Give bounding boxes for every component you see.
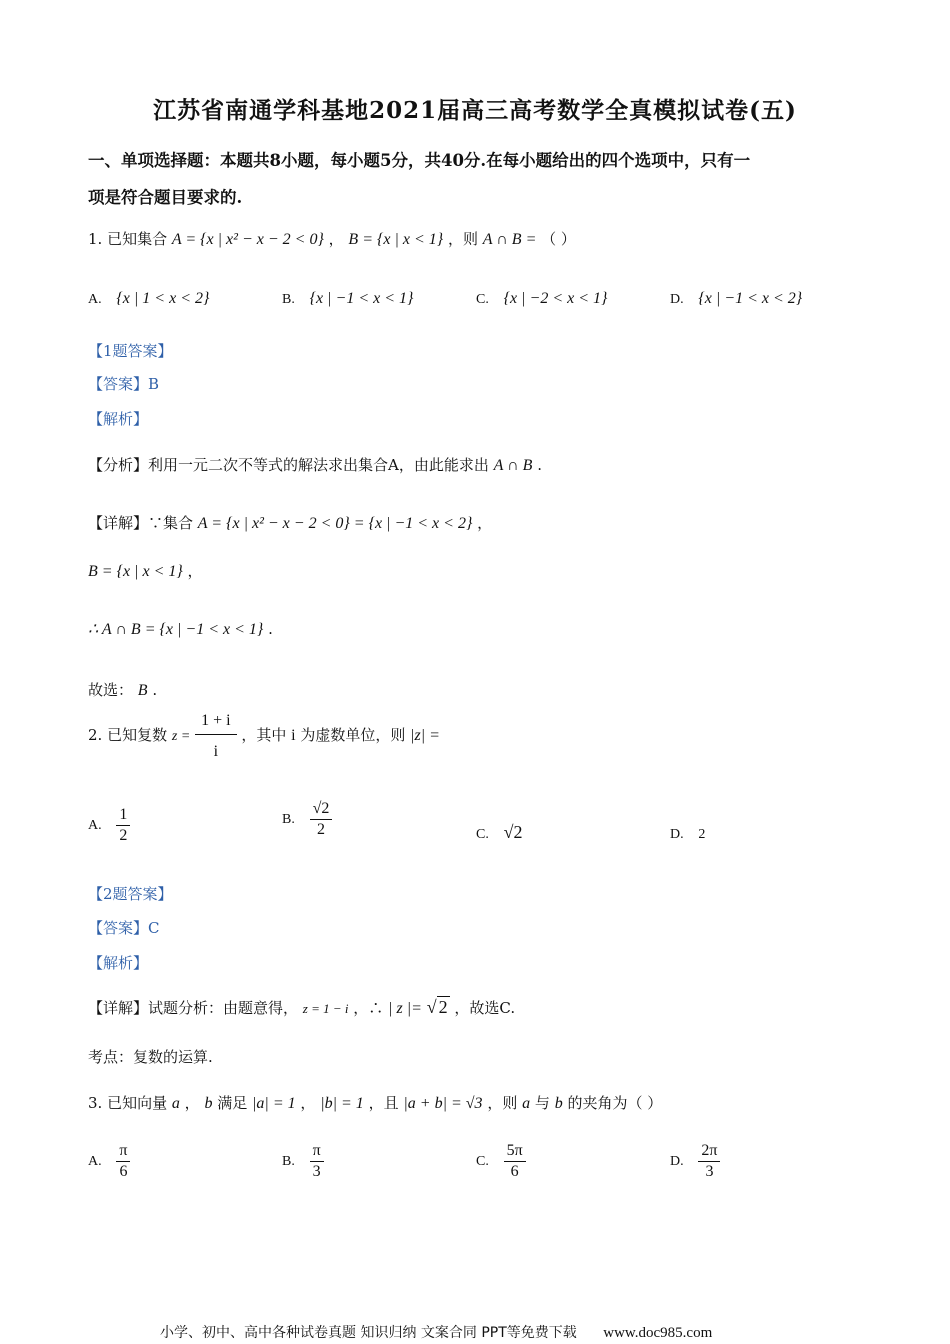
q2-z: z = [171, 729, 191, 745]
q2-option-d [670, 824, 705, 843]
option-fraction [310, 1142, 324, 1180]
detail-expr: A = {x | x² − x − 2 < 0} = {x | −1 < x < 2} [197, 515, 473, 532]
q2-option-b [282, 800, 332, 838]
q3-vec-a: a [171, 1095, 180, 1112]
q1-prefix: 1. 已知集合 [88, 230, 168, 248]
q1-answer: 【答案】B [88, 375, 160, 393]
footer-text: 小学、初中、高中各种试卷真题 知识归纳 文案合同 PPT等免费下载 [160, 1325, 577, 1341]
option-fraction [310, 800, 333, 838]
analysis-expr: A ∩ B [493, 457, 533, 474]
page-footer [160, 1322, 712, 1342]
fraction-den: 3 [705, 1162, 714, 1180]
option-label: A. [88, 1154, 102, 1170]
detail-text: 【详解】∵集合 [88, 514, 194, 532]
q2-option-c [476, 822, 523, 843]
detail-sep: ，∴ [353, 999, 384, 1017]
q1-answer-tag: 【1题答案】 [88, 342, 173, 360]
q1-analysis [88, 454, 542, 475]
option-text: 2 [698, 827, 706, 842]
option-label: A. [88, 292, 102, 307]
option-label: D. [670, 292, 684, 307]
q2-mid2: 为虚数单位，则 [300, 726, 406, 745]
option-text: {x | −1 < x < 1} [309, 290, 414, 307]
question-3-stem [88, 1092, 662, 1113]
detail-sqrt: √ 2 [426, 997, 448, 1017]
fraction-num: √2 [310, 800, 333, 820]
q3-cond2: ，且 [368, 1094, 399, 1112]
question-1-stem [88, 228, 576, 249]
option-label: D. [670, 1154, 684, 1170]
option-label: C. [476, 292, 489, 307]
q2-i: i [291, 727, 296, 745]
line-b-expr: B = {x | x < 1} [88, 563, 183, 580]
choose-end: . [152, 681, 158, 699]
option-label: B. [282, 1154, 295, 1170]
q1-option-d [670, 289, 802, 308]
footer-link[interactable]: www.doc985.com [603, 1325, 713, 1341]
q3-abs-a: |a| = 1 [252, 1095, 296, 1112]
q3-option-a [88, 1142, 130, 1180]
analysis-end: . [537, 456, 542, 474]
detail-end: ， [477, 514, 493, 532]
q2-fraction [195, 712, 236, 760]
choose-text: 故选： [88, 681, 134, 699]
fraction-num: 5π [504, 1142, 526, 1162]
analysis-text: 【分析】利用一元二次不等式的解法求出集合A，由此能求出 [88, 456, 489, 474]
q1-line-b [88, 560, 203, 581]
q2-prefix: 2. 已知复数 [88, 726, 168, 745]
fraction-num: π [310, 1142, 324, 1162]
option-label: D. [670, 827, 684, 842]
option-fraction [116, 806, 130, 844]
fraction-num: 1 [116, 806, 130, 826]
option-fraction [116, 1142, 130, 1180]
q1-comma: ， [328, 230, 344, 248]
option-label: A. [88, 818, 102, 834]
q1-choose [88, 679, 157, 700]
q2-detail [88, 997, 515, 1018]
q3-sum: |a + b| = √3 [403, 1095, 483, 1112]
detail-end: ，故选C. [454, 999, 516, 1017]
q1-set-a: A = {x | x² − x − 2 < 0} [171, 231, 324, 248]
q2-answer-tag: 【2题答案】 [88, 885, 173, 903]
option-label: B. [282, 812, 295, 828]
q3-option-d [670, 1142, 720, 1180]
q1-jiexi: 【解析】 [88, 410, 149, 428]
therefore-end: . [268, 620, 273, 638]
q1-option-b [282, 289, 413, 308]
fraction-den: 3 [312, 1162, 321, 1180]
option-text: √2 [503, 822, 523, 842]
option-label: C. [476, 1154, 489, 1170]
q3-option-b [282, 1142, 324, 1180]
q1-paren: （ ） [541, 230, 576, 248]
q3-cond1: 满足 [217, 1094, 248, 1112]
detail-expr2: | z |= [388, 1000, 422, 1017]
q1-detail [88, 512, 492, 533]
option-fraction [504, 1142, 526, 1180]
q3-with: 与 [534, 1094, 550, 1112]
option-text: {x | −1 < x < 2} [698, 290, 803, 307]
q1-set-b: B = {x | x < 1} [348, 231, 444, 248]
page-title: 江苏省南通学科基地2021届高三高考数学全真模拟试卷(五) [153, 97, 797, 124]
line-b-end: ， [187, 562, 203, 580]
q3-vec-b: b [204, 1095, 213, 1112]
fraction-num: 2π [698, 1142, 720, 1162]
q3-option-c [476, 1142, 526, 1180]
q3-sep: ， [184, 1094, 200, 1112]
fraction-den: 6 [119, 1162, 128, 1180]
fraction-den: 2 [317, 820, 326, 838]
q3-vec-a2: a [522, 1095, 531, 1112]
q1-line-therefore [88, 619, 273, 639]
q2-mid: ，其中 [241, 726, 287, 745]
q3-ask: ，则 [487, 1094, 518, 1112]
fraction-den: 6 [510, 1162, 519, 1180]
choose-value: B [137, 682, 148, 699]
q2-kaodian: 考点：复数的运算. [88, 1048, 213, 1066]
q2-answer: 【答案】C [88, 919, 160, 937]
q1-ask: ，则 [447, 230, 478, 248]
q2-fraction-num: 1 + i [195, 712, 236, 735]
detail-text: 【详解】试题分析：由题意得， [88, 999, 299, 1017]
section-heading-line2: 项是符合题目要求的. [88, 188, 243, 207]
option-label: B. [282, 292, 295, 307]
q3-vec-b2: b [554, 1095, 563, 1112]
option-label: C. [476, 827, 489, 842]
q2-option-a [88, 806, 130, 844]
detail-expr1: z = 1 − i [302, 1001, 349, 1016]
q1-expr: A ∩ B = [482, 231, 537, 248]
q3-sep2: ， [300, 1094, 316, 1112]
option-text: {x | −2 < x < 1} [503, 290, 608, 307]
fraction-den: 2 [119, 826, 128, 844]
q2-abs: |z| = [410, 727, 440, 745]
therefore-expr: ∴ A ∩ B = {x | −1 < x < 1} [88, 621, 264, 638]
sqrt-radicand: 2 [438, 997, 448, 1017]
section-heading-line1: 一、单项选择题：本题共8小题，每小题5分，共40分.在每小题给出的四个选项中，只有一 [88, 151, 751, 170]
fraction-num: π [116, 1142, 130, 1162]
question-2-stem [88, 712, 440, 760]
q2-fraction-den: i [213, 742, 219, 760]
q1-option-c [476, 289, 607, 308]
option-fraction [698, 1142, 720, 1180]
option-text: {x | 1 < x < 2} [116, 290, 210, 307]
q3-ask2: 的夹角为（ ） [567, 1094, 663, 1112]
q3-prefix: 3. 已知向量 [88, 1094, 168, 1112]
q2-jiexi: 【解析】 [88, 954, 149, 972]
q1-option-a [88, 289, 209, 308]
q3-abs-b: |b| = 1 [320, 1095, 364, 1112]
